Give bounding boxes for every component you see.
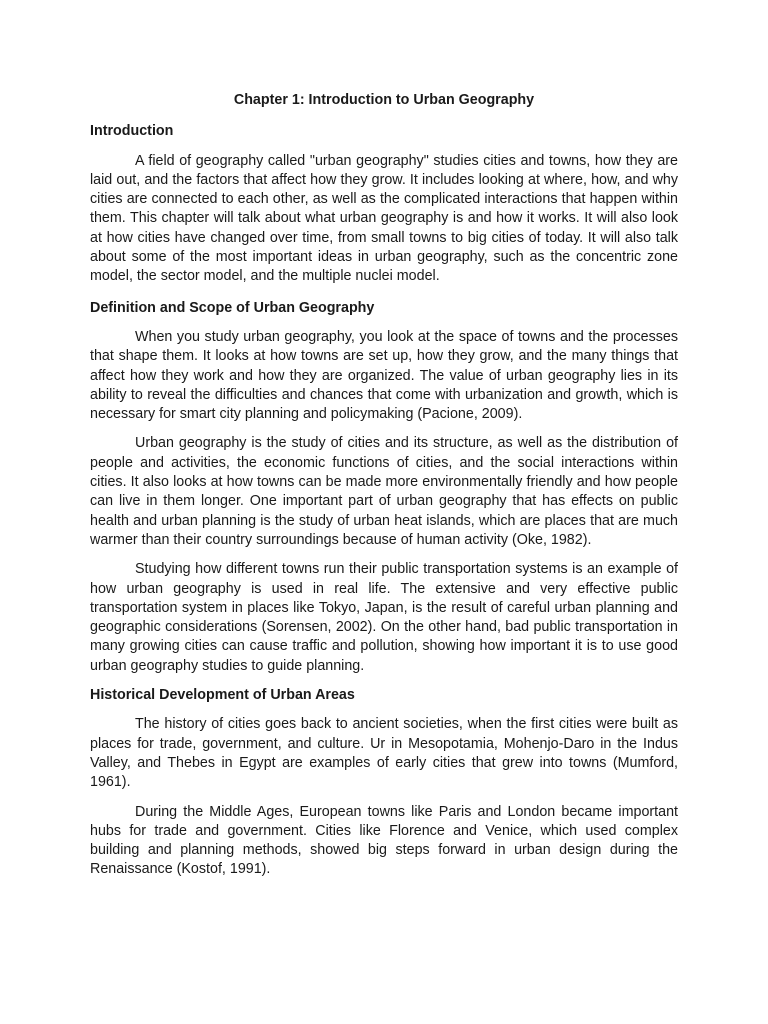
paragraph: During the Middle Ages, European towns like Paris and London became important hubs for trade and government. Cities like Florence and Venice, which used complex building and planning methods, showed big steps forward in urban design during the Renaissance (Kostof, 1991). bbox=[90, 803, 678, 878]
chapter-title: Chapter 1: Introduction to Urban Geography bbox=[233, 92, 535, 108]
section-heading-historical: Historical Development of Urban Areas bbox=[90, 687, 355, 704]
paragraph: Studying how different towns run their public transportation systems is an example of how urban geography is used in real life. The extensive and very effective public transportation system in places like Tokyo, Japan, is the result of careful urban planning and geographic considerations (Sorensen, 2002). On the other hand, bad public transportation in many growing cities can cause traffic and pollution, showing how important it is to use good urban geography studies to guide planning. bbox=[90, 561, 678, 674]
paragraph: A field of geography called "urban geography" studies cities and towns, how they are laid out, and the factors that affect how they grow. It includes looking at where, how, and why cities are connected to each other, as well as the complicated interactions that happen within them. This chapter will talk about what urban geography is and how it works. It will also look at how cities have changed over time, from small towns to big cities of today. It will also talk about some of the most important ideas in urban geography, such as the concentric zone model, the sector model, and the multiple nuclei model. bbox=[90, 152, 678, 285]
paragraph: Urban geography is the study of cities and its structure, as well as the distribution of people and activities, the economic functions of cities, and the social interactions within cities. It also looks at how towns can be made more environmentally friendly and how people can live in them longer. One important part of urban geography that has effects on public health and urban planning is the study of urban heat islands, which are places that are much warmer than their country surroundings because of human activity (Oke, 1982). bbox=[90, 435, 678, 548]
paragraph: The history of cities goes back to ancient societies, when the first cities were built as places for trade, government, and culture. Ur in Mesopotamia, Mohenjo-Daro in the Indus Valley, and Thebes in Egypt are examples of early cities that grew into towns (Mumford, 1961). bbox=[90, 716, 678, 791]
section-heading-definition: Definition and Scope of Urban Geography bbox=[90, 299, 375, 316]
document-page bbox=[90, 91, 678, 890]
paragraph: When you study urban geography, you look at the space of towns and the processes that shape them. It looks at how towns are set up, how they grow, and the many things that affect how they work and how they are organized. The value of urban geography lies in its ability to reveal the difficulties and chances that come with urbanization and growth, which is necessary for smart city planning and policymaking (Pacione, 2009). bbox=[90, 328, 678, 423]
section-heading-introduction: Introduction bbox=[90, 123, 174, 140]
